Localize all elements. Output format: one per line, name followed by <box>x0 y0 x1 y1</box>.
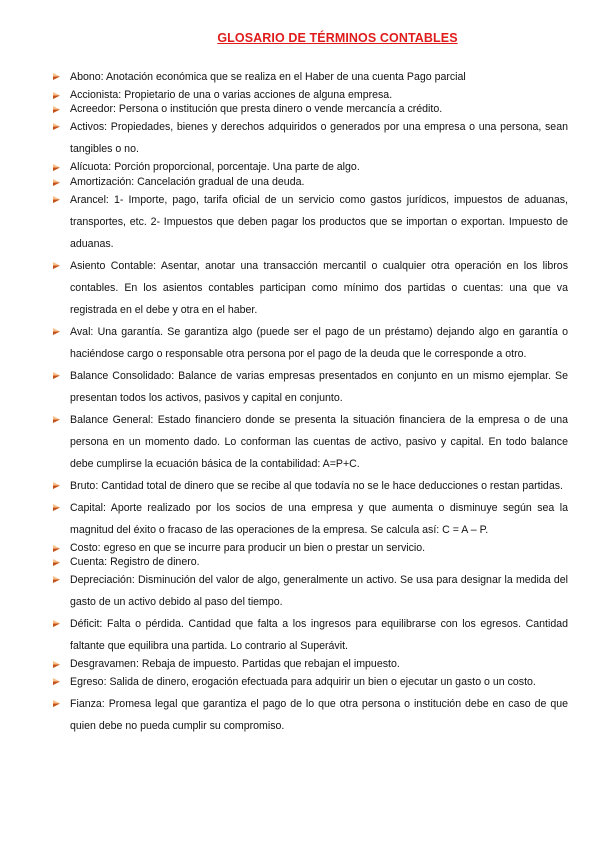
glossary-term: Amortización: <box>70 175 135 188</box>
glossary-definition: Disminución del valor de algo, generalmente un activo. Se usa para designar la medida del gasto de un activo debido al paso del tiempo. <box>70 574 568 609</box>
bullet-icon <box>52 415 61 424</box>
glossary-term: Déficit: <box>70 618 103 631</box>
glossary-definition: Una garantía. Se garantiza algo (puede ser el pago de un préstamo) dejando algo en garantía o haciéndose cargo o responsable otra persona por el pago de la deuda que le corresponde a otro. <box>70 325 568 360</box>
glossary-entry <box>52 657 568 671</box>
glossary-term: Balance General: <box>70 413 154 426</box>
bullet-icon <box>52 699 61 708</box>
glossary-entry <box>52 475 568 497</box>
bullet-icon <box>52 72 61 81</box>
bullet-icon <box>52 327 61 336</box>
glossary-definition: Asentar, anotar una transacción mercantil o cualquier otra operación en los libros contables. En los asientos contables participan como mínimo dos partidas o cuentas: una que va registrada en el debe y otra en el haber. <box>70 259 568 316</box>
glossary-term: Egreso: <box>70 676 107 689</box>
bullet-icon <box>52 371 61 380</box>
glossary-entry <box>52 409 568 475</box>
glossary-term: Desgravamen: <box>70 658 139 671</box>
glossary-term: Activos: <box>70 121 108 134</box>
bullet-icon <box>52 178 61 187</box>
glossary-definition: Registro de dinero. <box>110 556 200 569</box>
glossary-definition: Balance de varias empresas presentados en conjunto en un mismo ejemplar. Se presentan todos los activos, pasivos y capital en conjunto. <box>70 369 568 404</box>
glossary-entry <box>52 189 568 255</box>
glossary-term: Costo: <box>70 541 101 554</box>
bullet-icon <box>52 677 61 686</box>
glossary-term: Aval: <box>70 325 94 338</box>
bullet-icon <box>52 195 61 204</box>
glossary-definition: Cantidad total de dinero que se recibe al que todavía no se le hace deducciones o restan partidas. <box>101 479 563 492</box>
glossary-entry <box>52 116 568 160</box>
glossary-definition: egreso en que se incurre para producir un bien o prestar un servicio. <box>103 541 426 554</box>
bullet-icon <box>52 481 61 490</box>
bullet-icon <box>52 122 61 131</box>
glossary-definition: Estado financiero donde se presenta la situación financiera de la empresa o de una persona en un momento dado. Lo conforman las cuentas de activo, pasivo y capital. En todo balance debe cumplirse la ecuación básica de la contabilidad: A=P+C. <box>70 413 568 470</box>
glossary-term: Depreciación: <box>70 574 135 587</box>
glossary-definition: 1- Importe, pago, tarifa oficial de un servicio como gastos jurídicos, impuestos de aduanas, transportes, etc. 2- Impuestos que deben pagar los productos que se importan o exportan. Impuesto de aduanas. <box>70 193 568 250</box>
glossary-term: Balance Consolidado: <box>70 369 175 382</box>
glossary-term: Cuenta: <box>70 556 108 569</box>
glossary-entry <box>52 175 568 189</box>
glossary-term: Acreedor: <box>70 103 116 116</box>
glossary-term: Alícuota: <box>70 161 112 174</box>
glossary-entry <box>52 255 568 321</box>
bullet-icon <box>52 261 61 270</box>
glossary-definition: Persona o institución que presta dinero o vende mercancía a crédito. <box>118 103 443 116</box>
glossary-definition: Porción proporcional, porcentaje. Una parte de algo. <box>114 161 360 174</box>
bullet-icon <box>52 558 61 567</box>
glossary-term: Arancel: <box>70 193 109 206</box>
glossary-term: Asiento Contable: <box>70 259 157 272</box>
glossary-entry <box>52 160 568 174</box>
glossary-term: Fianza: <box>70 698 105 711</box>
glossary-definition: Anotación económica que se realiza en el Haber de una cuenta Pago parcial <box>105 71 466 83</box>
glossary-term: Capital: <box>70 501 106 514</box>
glossary-entry <box>52 671 568 693</box>
glossary-entry <box>52 541 568 555</box>
glossary-definition: Promesa legal que garantiza el pago de lo que otra persona o institución debe en caso de que quien debe no pueda cumplir su compromiso. <box>70 698 568 733</box>
glossary-definition: Rebaja de impuesto. Partidas que rebajan el impuesto. <box>141 658 400 671</box>
glossary-term: Bruto: <box>70 479 99 492</box>
glossary-entry <box>52 88 568 102</box>
glossary-definition: Propietario de una o varias acciones de alguna empresa. <box>124 89 393 101</box>
glossary-entry <box>52 569 568 613</box>
glossary-entry <box>52 613 568 657</box>
glossary-definition: Salida de dinero, erogación efectuada para adquirir un bien o ejecutar un gasto o un costo. <box>109 676 536 689</box>
glossary-term: Abono: <box>70 71 104 83</box>
glossary-entry <box>52 497 568 541</box>
bullet-icon <box>52 575 61 584</box>
glossary-list <box>52 66 568 737</box>
glossary-entry <box>52 321 568 365</box>
glossary-definition: Aporte realizado por los socios de una empresa y que aumenta o disminuye según sea la magnitud del éxito o fracaso de las operaciones de la empresa. Se calcula así: C = A – P. <box>70 501 569 536</box>
glossary-definition: Falta o pérdida. Cantidad que falta a los ingresos para equilibrarse con los egresos. Cantidad faltante que equilibra una partida. Lo contrario al Superávit. <box>70 618 568 653</box>
glossary-entry <box>52 66 568 88</box>
page-title: GLOSARIO DE TÉRMINOS CONTABLES <box>217 31 458 45</box>
bullet-icon <box>52 503 61 512</box>
bullet-icon <box>52 619 61 628</box>
glossary-entry <box>52 693 568 737</box>
glossary-term: Accionista: <box>70 89 122 101</box>
glossary-definition: Cancelación gradual de una deuda. <box>137 175 305 188</box>
bullet-icon <box>52 105 61 114</box>
glossary-entry <box>52 555 568 569</box>
glossary-entry <box>52 102 568 116</box>
bullet-icon <box>52 660 61 669</box>
glossary-definition: Propiedades, bienes y derechos adquiridos o generados por una empresa o una persona, sean tangibles o no. <box>70 121 568 156</box>
bullet-icon <box>52 163 61 172</box>
glossary-entry <box>52 365 568 409</box>
bullet-icon <box>52 544 61 553</box>
bullet-icon <box>52 91 61 100</box>
